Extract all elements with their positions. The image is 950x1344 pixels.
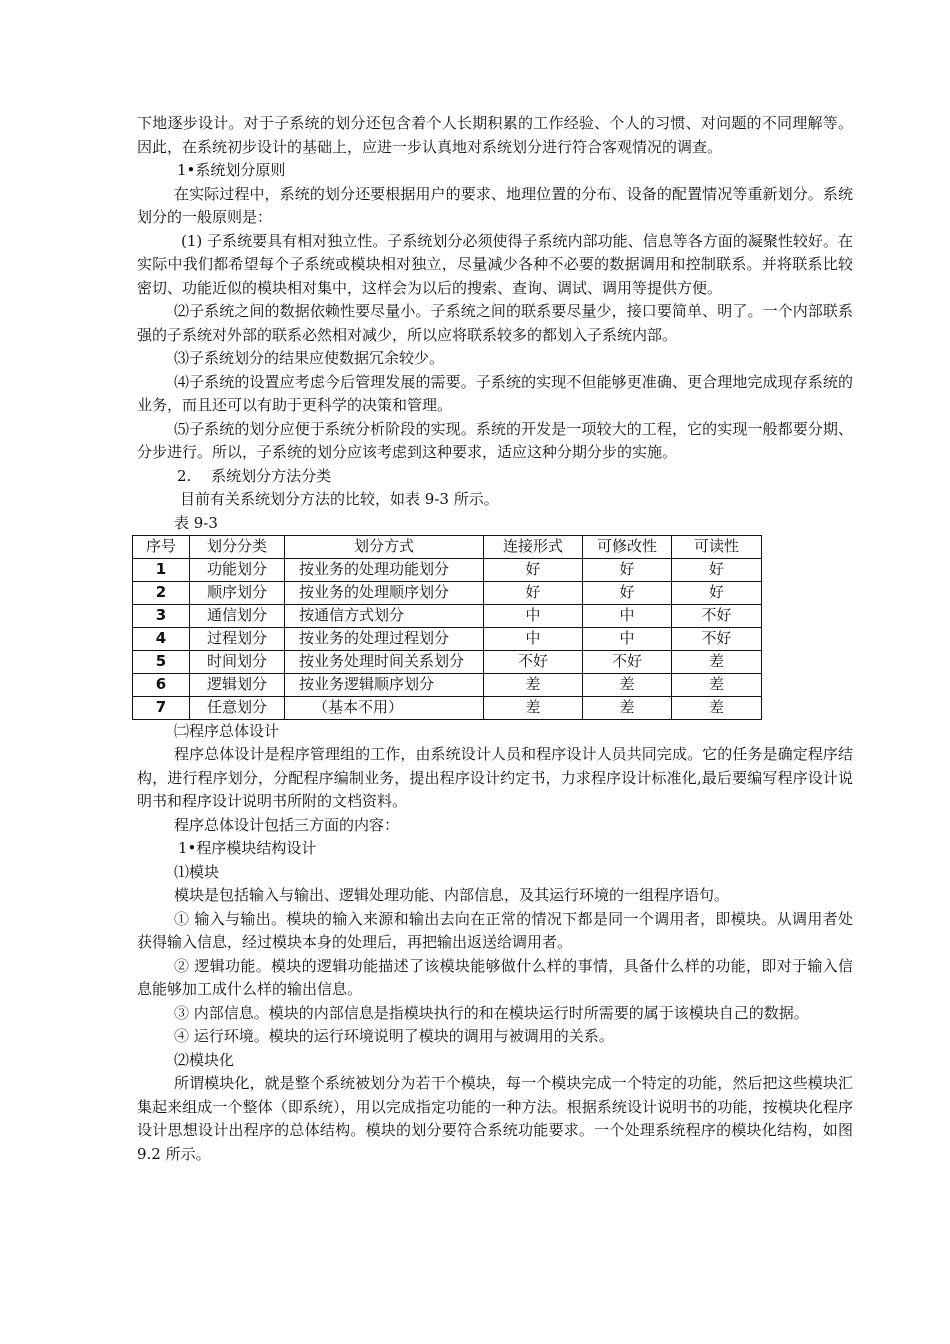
module-runtime-paragraph: ④ 运行环境。模块的运行环境说明了模块的调用与被调用的关系。 [174,1027,614,1045]
table-cell: 时间划分 [190,650,285,673]
table-cell: 通信划分 [190,604,285,627]
table-cell: 5 [133,650,190,673]
module-definition-paragraph: 模块是包括输入与输出、逻辑处理功能、内部信息，及其运行环境的一组程序语句。 [174,886,730,904]
table-cell: 按业务逻辑顺序划分 [285,673,484,696]
section-heading-module-structure: 1•程序模块结构设计 [178,839,317,857]
table-cell: 7 [133,696,190,719]
section-heading-principles: 1•系统划分原则 [177,161,286,179]
table-header-cell: 序号 [133,535,190,558]
methods-intro-paragraph: 目前有关系统划分方法的比较，如表 9-3 所示。 [180,490,499,508]
module-internal-info-paragraph: ③ 内部信息。模块的内部信息是指模块执行的和在模块运行时所需要的属于该模块自己的数据。 [174,1003,809,1022]
table-cell: 好 [484,581,583,604]
table-cell: 差 [672,673,762,696]
table-header-cell: 划分分类 [190,535,285,558]
table-header-cell: 划分方式 [285,535,484,558]
table-cell: 差 [484,673,583,696]
table-row [133,558,762,581]
table-cell: 任意划分 [190,696,285,719]
table-cell: 不好 [484,650,583,673]
table-cell: 过程划分 [190,627,285,650]
table-cell: 差 [672,650,762,673]
principle-3-paragraph: ⑶子系统划分的结果应使数据冗余较少。 [174,349,445,367]
table-cell: 按业务的处理过程划分 [285,627,484,650]
table-row [133,581,762,604]
table-cell: 好 [484,558,583,581]
document-page [137,112,853,1166]
module-logic-paragraph: ② 逻辑功能。模块的逻辑功能描述了该模块能够做什么样的事情，具备什么样的功能，即对于输入信息能够加工成什么样的输出信息。 [137,956,853,998]
table-cell: 不好 [672,604,762,627]
division-methods-table [132,535,762,720]
table-cell: 2 [133,581,190,604]
section-heading-methods: 2. 系统划分方法分类 [177,466,332,485]
table-cell: 按业务的处理顺序划分 [285,581,484,604]
table-cell: 功能划分 [190,558,285,581]
table-header-cell: 连接形式 [484,535,583,558]
program-design-paragraph: 程序总体设计是程序管理组的工作，由系统设计人员和程序设计人员共同完成。它的任务是确定程序结构，进行程序划分，分配程序编制业务，提出程序设计约定书，力求程序设计标准化,最后要编写程序设计说明书和程序设计说明书所附的文档资料。 [137,745,853,810]
module-io-paragraph: ① 输入与输出。模块的输入来源和输出去向在正常的情况下都是同一个调用者，即模块。从调用者处获得输入信息，经过模块本身的处理后，再把输出返送给调用者。 [137,909,853,951]
table-row [133,604,762,627]
section-heading-program-design: ㈡程序总体设计 [174,721,280,740]
program-design-contents-paragraph: 程序总体设计包括三方面的内容： [174,815,400,834]
table-cell: 差 [672,696,762,719]
table-cell: （基本不用） [285,696,484,719]
table-cell: 中 [583,627,672,650]
table-caption: 表 9-3 [174,513,218,532]
table-cell: 不好 [672,627,762,650]
table-cell: 中 [484,604,583,627]
table-cell: 差 [484,696,583,719]
table-cell: 不好 [583,650,672,673]
table-row [133,696,762,719]
principle-1-paragraph: (1) 子系统要具有相对独立性。子系统划分必须使得子系统内部功能、信息等各方面的凝聚性较好。在实际中我们都希望每个子系统或模块相对独立，尽量减少各种不必要的数据调用和控制联系。并将联系比较密切、功能近似的模块相对集中，这样会为以后的搜索、查询、调试、调用等提供方便。 [137,231,853,297]
table-cell: 好 [583,558,672,581]
table-cell: 中 [484,627,583,650]
subheading-modularization: ⑵模块化 [174,1050,235,1069]
table-cell: 好 [672,558,762,581]
table-cell: 顺序划分 [190,581,285,604]
principles-intro-paragraph: 在实际过程中，系统的划分还要根据用户的要求、地理位置的分布、设备的配置情况等重新划分。系统划分的一般原则是： [137,184,853,226]
table-cell: 逻辑划分 [190,673,285,696]
table-cell: 好 [583,581,672,604]
table-row [133,673,762,696]
table-header-row [133,535,762,558]
table-cell: 按通信方式划分 [285,604,484,627]
principle-5-paragraph: ⑸子系统的划分应便于系统分析阶段的实现。系统的开发是一项较大的工程，它的实现一般都要分期、分步进行。所以，子系统的划分应该考虑到这种要求，适应这种分期分步的实施。 [137,419,853,461]
intro-paragraph: 下地逐步设计。对于子系统的划分还包含着个人长期积累的工作经验、个人的习惯、对问题的不同理解等。因此，在系统初步设计的基础上，应进一步认真地对系统划分进行符合客观情况的调查。 [137,114,853,156]
table-cell: 好 [672,581,762,604]
table-row [133,650,762,673]
table-cell: 3 [133,604,190,627]
subheading-module: ⑴模块 [174,862,220,881]
table-cell: 按业务的处理功能划分 [285,558,484,581]
table-cell: 中 [583,604,672,627]
table-cell: 按业务处理时间关系划分 [285,650,484,673]
table-row [133,627,762,650]
principle-4-paragraph: ⑷子系统的设置应考虑今后管理发展的需要。子系统的实现不但能够更准确、更合理地完成现存系统的业务，而且还可以有助于更科学的决策和管理。 [137,372,853,414]
table-cell: 1 [133,558,190,581]
table-cell: 差 [583,696,672,719]
table-cell: 6 [133,673,190,696]
table-cell: 差 [583,673,672,696]
principle-2-paragraph: ⑵子系统之间的数据依赖性要尽量小。子系统之间的联系要尽量少，接口要简单、明了。一个内部联系强的子系统对外部的联系必然相对减少，所以应将联系较多的都划入子系统内部。 [137,302,853,344]
table-header-cell: 可修改性 [583,535,672,558]
table-header-cell: 可读性 [672,535,762,558]
table-cell: 4 [133,627,190,650]
modularization-paragraph: 所谓模块化，就是整个系统被划分为若干个模块，每一个模块完成一个特定的功能，然后把这些模块汇集起来组成一个整体（即系统），用以完成指定功能的一种方法。根据系统设计说明书的功能，按模块化程序设计思想设计出程序的总体结构。模块的划分要符合系统功能要求。一个处理系统程序的模块化结构，如图 9.2 所示。 [137,1074,853,1163]
